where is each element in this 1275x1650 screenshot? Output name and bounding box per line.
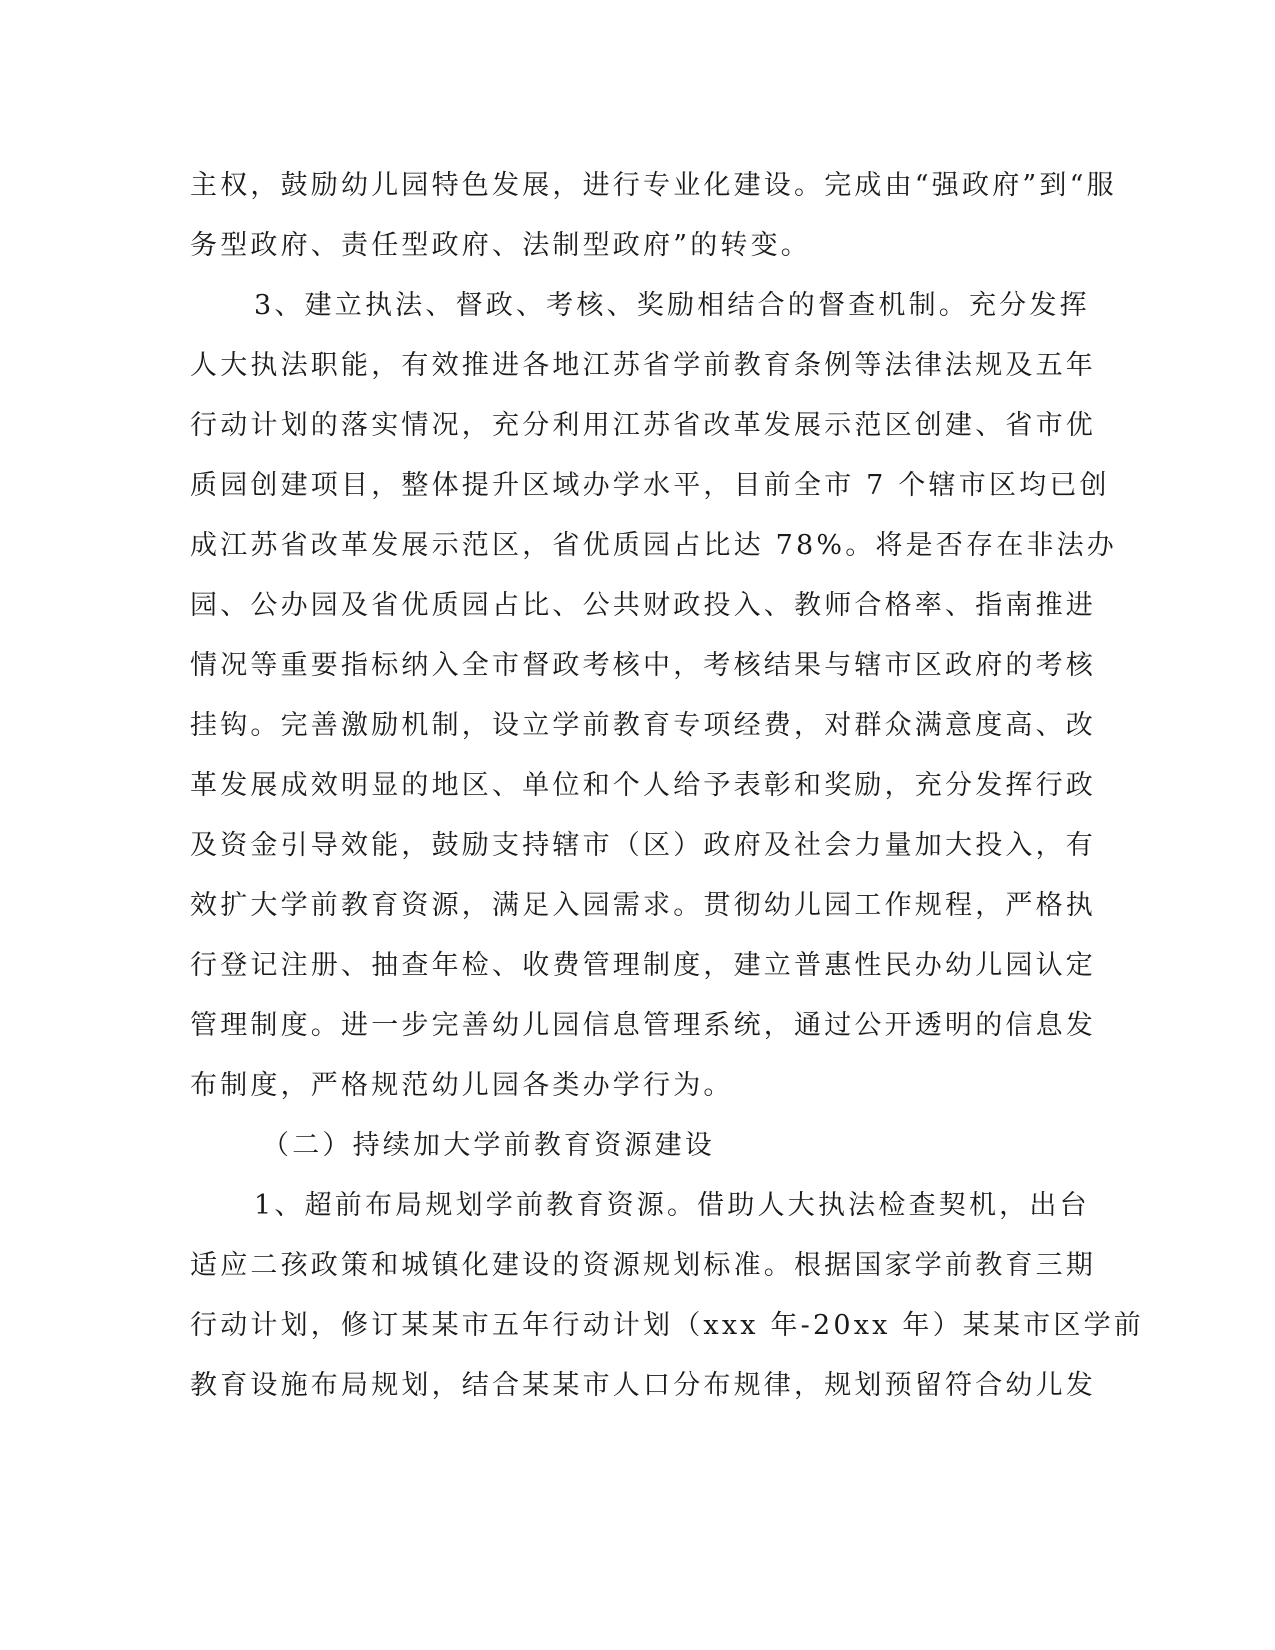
section-heading: （二）持续加大学前教育资源建设 [262,1130,715,1161]
text-line: 行登记注册、抽查年检、收费管理制度，建立普惠性民办幼儿园认定 [190,950,1096,981]
text-line: 布制度，严格规范幼儿园各类办学行为。 [190,1070,734,1101]
text-line: 人大执法职能，有效推进各地江苏省学前教育条例等法律法规及五年 [190,350,1096,381]
text-line: 及资金引导效能，鼓励支持辖市（区）政府及社会力量加大投入，有 [190,830,1096,861]
text-line: 成江苏省改革发展示范区，省优质园占比达 78%。将是否存在非法办 [190,530,1117,561]
text-line: 适应二孩政策和城镇化建设的资源规划标准。根据国家学前教育三期 [190,1250,1096,1281]
text-line: 挂钩。完善激励机制，设立学前教育专项经费，对群众满意度高、改 [190,710,1096,741]
text-line: 情况等重要指标纳入全市督政考核中，考核结果与辖市区政府的考核 [190,650,1096,681]
text-line: 管理制度。进一步完善幼儿园信息管理系统，通过公开透明的信息发 [190,1010,1096,1041]
document-body [190,156,1144,1416]
paragraph-start-line: 1、超前布局规划学前教育资源。借助人大执法检查契机，出台 [254,1190,1090,1221]
text-line: 革发展成效明显的地区、单位和个人给予表彰和奖励，充分发挥行政 [190,770,1096,801]
paragraph-start-line: 3、建立执法、督政、考核、奖励相结合的督查机制。充分发挥 [254,290,1090,321]
text-line: 行动计划，修订某某市五年行动计划（xxx 年-20xx 年）某某市区学前 [190,1310,1144,1341]
text-line: 务型政府、责任型政府、法制型政府”的转变。 [190,230,812,261]
text-line: 教育设施布局规划，结合某某市人口分布规律，规划预留符合幼儿发 [190,1370,1096,1401]
text-line: 效扩大学前教育资源，满足入园需求。贯彻幼儿园工作规程，严格执 [190,890,1096,921]
text-line: 主权，鼓励幼儿园特色发展，进行专业化建设。完成由“强政府”到“服 [190,170,1117,201]
text-line: 园、公办园及省优质园占比、公共财政投入、教师合格率、指南推进 [190,590,1096,621]
text-line: 质园创建项目，整体提升区域办学水平，目前全市 7 个辖市区均已创 [190,470,1110,501]
text-line: 行动计划的落实情况，充分利用江苏省改革发展示范区创建、省市优 [190,410,1096,441]
